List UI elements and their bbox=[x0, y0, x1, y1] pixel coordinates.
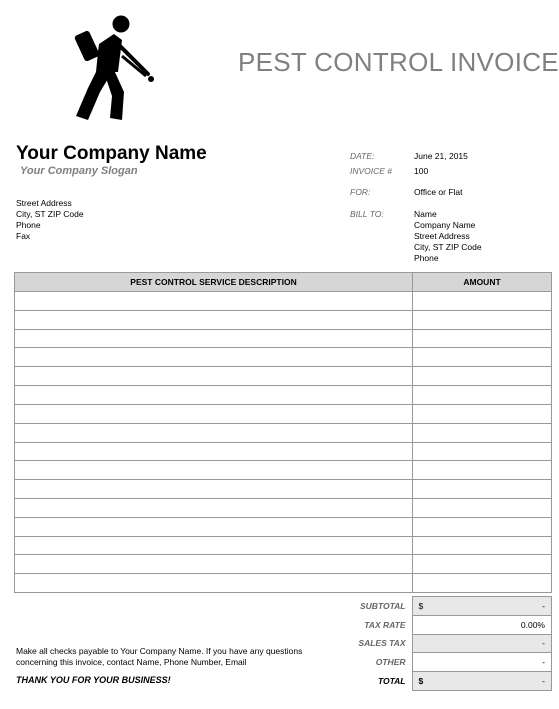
table-row bbox=[15, 555, 552, 574]
description-cell[interactable] bbox=[15, 536, 413, 555]
payment-note: Make all checks payable to Your Company Name. If you have any questions concerning this invoice, contact Name, Phone Number, Email bbox=[16, 646, 303, 667]
amount-cell[interactable] bbox=[413, 536, 552, 555]
address-line: Street Address bbox=[16, 198, 72, 208]
pest-sprayer-icon bbox=[62, 12, 162, 122]
description-cell[interactable] bbox=[15, 348, 413, 367]
invoice-number-value: 100 bbox=[414, 166, 429, 176]
total-cell bbox=[412, 672, 552, 691]
description-cell[interactable] bbox=[15, 329, 413, 348]
bill-to-label: BILL TO: bbox=[350, 209, 384, 219]
thank-you-text: THANK YOU FOR YOUR BUSINESS! bbox=[16, 675, 171, 685]
bill-to-line: City, ST ZIP Code bbox=[414, 242, 482, 252]
table-row bbox=[15, 442, 552, 461]
for-label: FOR: bbox=[350, 187, 371, 197]
description-cell[interactable] bbox=[15, 404, 413, 423]
column-header-description: PEST CONTROL SERVICE DESCRIPTION bbox=[15, 273, 413, 292]
amount-cell[interactable] bbox=[413, 498, 552, 517]
items-body bbox=[15, 292, 552, 593]
items-table bbox=[14, 272, 552, 593]
table-row bbox=[15, 574, 552, 593]
company-address bbox=[16, 198, 84, 242]
sales-tax-cell bbox=[412, 634, 552, 653]
amount-cell[interactable] bbox=[413, 367, 552, 386]
description-cell[interactable] bbox=[15, 442, 413, 461]
sales-tax-value: - bbox=[542, 638, 545, 649]
description-cell[interactable] bbox=[15, 292, 413, 311]
tax-rate-label: TAX RATE bbox=[364, 619, 406, 630]
subtotal-label: SUBTOTAL bbox=[360, 600, 406, 611]
subtotal-currency: $ bbox=[418, 600, 424, 611]
description-cell[interactable] bbox=[15, 367, 413, 386]
amount-cell[interactable] bbox=[413, 386, 552, 405]
description-cell[interactable] bbox=[15, 386, 413, 405]
description-cell[interactable] bbox=[15, 310, 413, 329]
total-label: TOTAL bbox=[377, 676, 406, 687]
bill-to-block bbox=[414, 209, 482, 264]
description-cell[interactable] bbox=[15, 574, 413, 593]
amount-cell[interactable] bbox=[413, 574, 552, 593]
table-header-row bbox=[15, 273, 552, 292]
subtotal-value: - bbox=[542, 600, 545, 611]
address-line: Phone bbox=[16, 220, 41, 230]
tax-rate-value: 0.00% bbox=[520, 619, 545, 630]
table-row bbox=[15, 292, 552, 311]
table-row bbox=[15, 480, 552, 499]
bill-to-line: Phone bbox=[414, 253, 439, 263]
sales-tax-row bbox=[351, 634, 552, 653]
amount-cell[interactable] bbox=[413, 555, 552, 574]
date-label: DATE: bbox=[350, 151, 375, 161]
amount-cell[interactable] bbox=[413, 442, 552, 461]
table-row bbox=[15, 329, 552, 348]
amount-cell[interactable] bbox=[413, 348, 552, 367]
other-value: - bbox=[542, 657, 545, 668]
subtotal-row bbox=[351, 597, 552, 616]
invoice-title: PEST CONTROL INVOICE bbox=[238, 47, 559, 77]
total-row bbox=[351, 672, 552, 691]
totals-table bbox=[351, 596, 552, 691]
amount-cell[interactable] bbox=[413, 517, 552, 536]
for-value: Office or Flat bbox=[414, 187, 463, 197]
tax-rate-row bbox=[351, 615, 552, 634]
other-label: OTHER bbox=[375, 657, 406, 668]
tax-rate-cell[interactable] bbox=[412, 615, 552, 634]
amount-cell[interactable] bbox=[413, 404, 552, 423]
address-line: City, ST ZIP Code bbox=[16, 209, 84, 219]
bill-to-line: Street Address bbox=[414, 231, 470, 241]
other-row bbox=[351, 653, 552, 672]
table-row bbox=[15, 367, 552, 386]
bill-to-line: Company Name bbox=[414, 220, 476, 230]
table-row bbox=[15, 404, 552, 423]
table-row bbox=[15, 536, 552, 555]
table-row bbox=[15, 498, 552, 517]
table-row bbox=[15, 310, 552, 329]
description-cell[interactable] bbox=[15, 498, 413, 517]
table-row bbox=[15, 423, 552, 442]
column-header-amount: AMOUNT bbox=[413, 273, 552, 292]
sales-tax-label: SALES TAX bbox=[358, 638, 406, 649]
amount-cell[interactable] bbox=[413, 310, 552, 329]
company-name: Your Company Name bbox=[16, 143, 207, 164]
other-cell[interactable] bbox=[412, 653, 552, 672]
total-currency: $ bbox=[418, 676, 424, 687]
invoice-number-label: INVOICE # bbox=[350, 166, 393, 176]
amount-cell[interactable] bbox=[413, 461, 552, 480]
amount-cell[interactable] bbox=[413, 480, 552, 499]
description-cell[interactable] bbox=[15, 423, 413, 442]
table-row bbox=[15, 348, 552, 367]
bill-to-line: Name bbox=[414, 209, 437, 219]
description-cell[interactable] bbox=[15, 461, 413, 480]
amount-cell[interactable] bbox=[413, 329, 552, 348]
table-row bbox=[15, 517, 552, 536]
amount-cell[interactable] bbox=[413, 292, 552, 311]
description-cell[interactable] bbox=[15, 555, 413, 574]
amount-cell[interactable] bbox=[413, 423, 552, 442]
total-value: - bbox=[542, 676, 545, 687]
company-slogan: Your Company Slogan bbox=[20, 165, 138, 177]
description-cell[interactable] bbox=[15, 480, 413, 499]
subtotal-cell bbox=[412, 597, 552, 616]
date-value: June 21, 2015 bbox=[414, 151, 468, 161]
description-cell[interactable] bbox=[15, 517, 413, 536]
address-line: Fax bbox=[16, 231, 31, 241]
table-row bbox=[15, 461, 552, 480]
table-row bbox=[15, 386, 552, 405]
